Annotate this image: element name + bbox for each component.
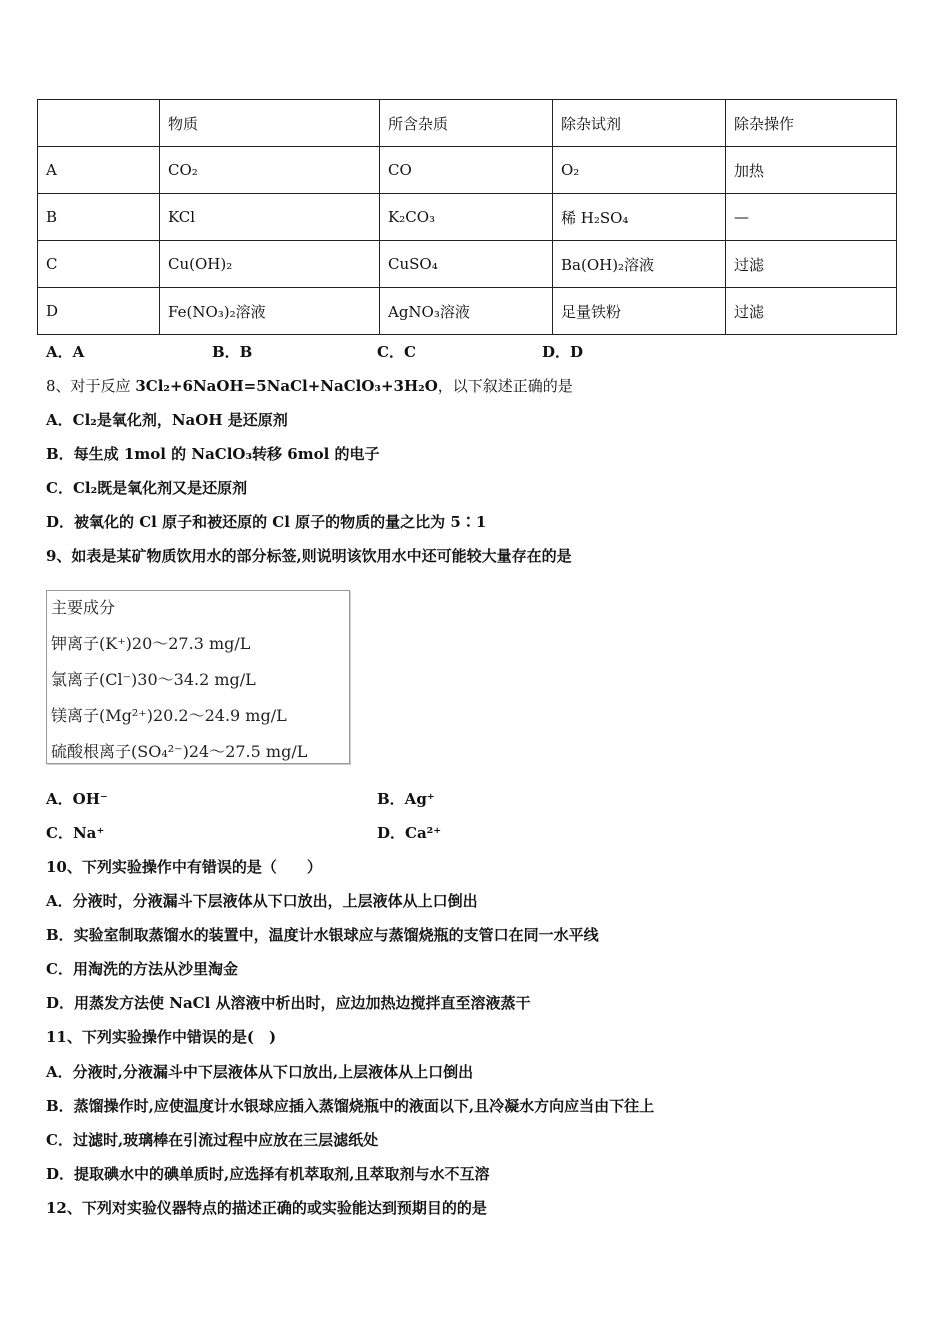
table-cell: 过滤 [726, 288, 897, 335]
table-cell: Cu(OH)₂ [160, 241, 380, 288]
table-cell: CO₂ [160, 147, 380, 194]
table-row [38, 147, 897, 194]
table-row [38, 288, 897, 335]
table-cell: K₂CO₃ [380, 194, 553, 241]
q11-stem: 11、下列实验操作中错误的是( ) [46, 1028, 277, 1046]
table-cell: 稀 H₂SO₄ [553, 194, 726, 241]
table-cell: O₂ [553, 147, 726, 194]
q8-option-a[interactable]: A．Cl₂是氧化剂，NaOH 是还原剂 [46, 411, 288, 429]
table-cell [38, 100, 160, 147]
table-cell: 过滤 [726, 241, 897, 288]
q7-option-a[interactable]: A．A [46, 343, 85, 361]
table-cell: B [38, 194, 160, 241]
table-cell: 除杂试剂 [553, 100, 726, 147]
table-row [38, 194, 897, 241]
q10-option-d[interactable]: D．用蒸发方法使 NaCl 从溶液中析出时，应边加热边搅拌直至溶液蒸干 [46, 994, 531, 1012]
q7-option-b[interactable]: B．B [212, 343, 253, 361]
q7-option-c[interactable]: C．C [377, 343, 416, 361]
q10-stem: 10、下列实验操作中有错误的是（ ） [46, 858, 322, 876]
q9-option-c[interactable]: C．Na⁺ [46, 824, 105, 842]
label-line: 硫酸根离子(SO₄²⁻)24～27.5 mg/L [51, 742, 308, 761]
q9-option-b[interactable]: B．Ag⁺ [377, 790, 435, 808]
table-cell: 足量铁粉 [553, 288, 726, 335]
q8-option-b[interactable]: B．每生成 1mol 的 NaClO₃转移 6mol 的电子 [46, 445, 380, 463]
q8-option-c[interactable]: C．Cl₂既是氧化剂又是还原剂 [46, 479, 248, 497]
q9-option-d[interactable]: D．Ca²⁺ [377, 824, 442, 842]
q11-option-c[interactable]: C．过滤时,玻璃棒在引流过程中应放在三层滤纸处 [46, 1131, 379, 1149]
table-cell: C [38, 241, 160, 288]
q9-option-a[interactable]: A．OH⁻ [46, 790, 108, 808]
table-cell: Ba(OH)₂溶液 [553, 241, 726, 288]
q8-stem-prefix: 8、对于反应 [46, 377, 136, 395]
table-cell: 除杂操作 [726, 100, 897, 147]
q10-option-b[interactable]: B．实验室制取蒸馏水的装置中，温度计水银球应与蒸馏烧瓶的支管口在同一水平线 [46, 926, 599, 944]
table-header-row [38, 100, 897, 147]
label-line: 氯离子(Cl⁻)30～34.2 mg/L [51, 670, 256, 689]
q8-stem-suffix: ，以下叙述正确的是 [437, 377, 573, 395]
q11-option-a[interactable]: A．分液时,分液漏斗中下层液体从下口放出,上层液体从上口倒出 [46, 1063, 474, 1081]
table-cell: CO [380, 147, 553, 194]
q12-stem: 12、下列对实验仪器特点的描述正确的或实验能达到预期目的的是 [46, 1199, 487, 1217]
q8-option-d[interactable]: D．被氧化的 Cl 原子和被还原的 Cl 原子的物质的量之比为 5∶1 [46, 513, 487, 531]
label-line: 钾离子(K⁺)20～27.3 mg/L [51, 634, 251, 653]
q7-table [37, 99, 897, 335]
q11-option-d[interactable]: D．提取碘水中的碘单质时,应选择有机萃取剂,且萃取剂与水不互溶 [46, 1165, 490, 1183]
q9-stem: 9、如表是某矿物质饮用水的部分标签,则说明该饮用水中还可能较大量存在的是 [46, 547, 572, 565]
q7-option-d[interactable]: D．D [542, 343, 584, 361]
q10-option-a[interactable]: A．分液时，分液漏斗下层液体从下口放出，上层液体从上口倒出 [46, 892, 478, 910]
table-cell: Fe(NO₃)₂溶液 [160, 288, 380, 335]
table-cell: KCl [160, 194, 380, 241]
table-cell: 物质 [160, 100, 380, 147]
q8-equation: 3Cl₂+6NaOH=5NaCl+NaClO₃+3H₂O [135, 377, 438, 395]
table-cell: 所含杂质 [380, 100, 553, 147]
q10-option-c[interactable]: C．用淘洗的方法从沙里淘金 [46, 960, 238, 978]
label-title: 主要成分 [51, 598, 116, 617]
table-cell: CuSO₄ [380, 241, 553, 288]
table-cell: — [726, 194, 897, 241]
table-cell: AgNO₃溶液 [380, 288, 553, 335]
table-row [38, 241, 897, 288]
q7-options [46, 341, 746, 361]
label-line: 镁离子(Mg²⁺)20.2～24.9 mg/L [51, 706, 287, 725]
table-cell: A [38, 147, 160, 194]
table-cell: 加热 [726, 147, 897, 194]
table-cell: D [38, 288, 160, 335]
mineral-water-label [46, 590, 350, 764]
q8-stem [46, 376, 573, 396]
q11-option-b[interactable]: B．蒸馏操作时,应使温度计水银球应插入蒸馏烧瓶中的液面以下,且冷凝水方向应当由下往上 [46, 1097, 655, 1115]
